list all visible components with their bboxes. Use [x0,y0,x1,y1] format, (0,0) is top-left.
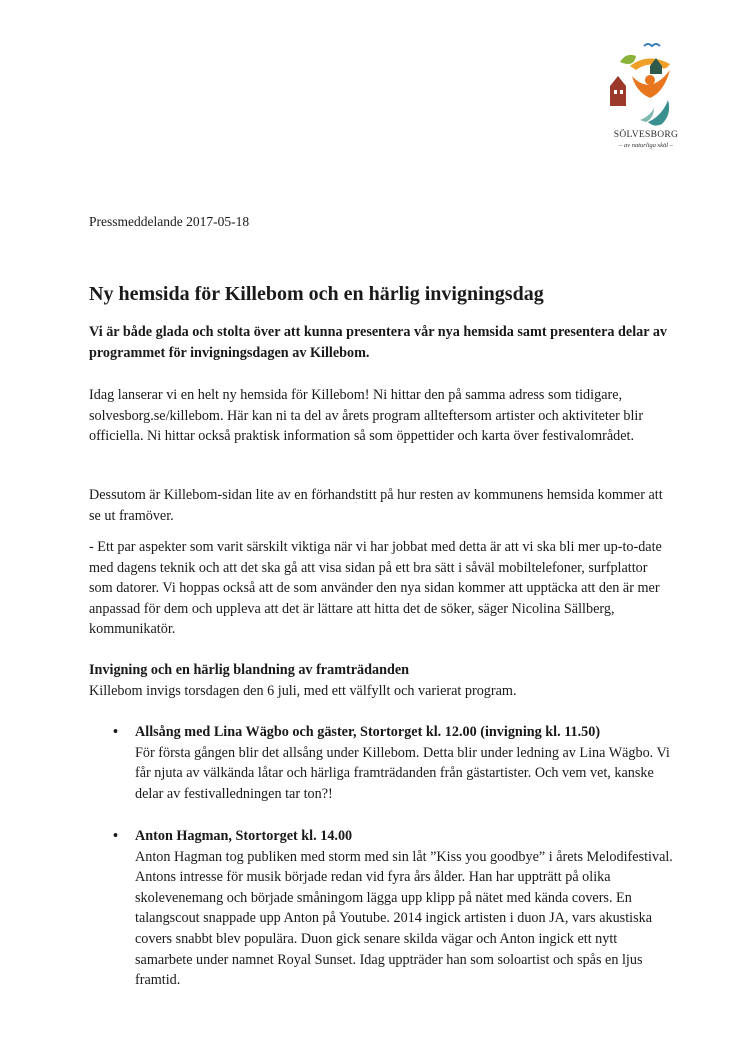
paragraph-1: Idag lanserar vi en helt ny hemsida för Killebom! Ni hittar den på samma adress som tidigare, solvesborg.se/killebom. Här kan ni ta del av årets program allteftersom artister och aktiviteter blir officiella. Ni hittar också praktisk information så som öppettider och karta över festivalområdet. [89,387,644,445]
section-heading: Invigning och en härlig blandning av framträdanden [89,662,410,678]
press-release [89,213,673,989]
list-item-body: Anton Hagman tog publiken med storm med sin låt ”Kiss you goodbye” i årets Melodifestival. Antons intresse för musik började redan vid fyra års ålder. Han har uppträtt på olika skolevenemang och började småningom lägga upp klipp på nätet med kända covers. En talangscout snappade upp Anton på Youtube. 2014 ingick artisten i duon JA, vars akustiska covers snabbt blev populära. Duon gick senare skilda vägar och Anton ingick ett nytt samarbete under namnet Royal Sunset. Idag uppträder han som soloartist och spås en ljus framtid. [135,848,673,989]
list-item-title: Allsång med Lina Wägbo och gäster, Stortorget kl. 12.00 (invigning kl. 11.50) [135,724,601,740]
paragraph-3: - Ett par aspekter som varit särskilt viktiga när vi har jobbat med detta är att vi ska bli mer up-to-date med dagens teknik och att det ska gå att visa sidan på ett bra sätt i såväl mobiltelefoner, surfplattor som datorer. Vi hoppas också att de som använder den nya sidan kommer att upptäcka att den är mer anpassad för dem och uppleva att det är lättare att hitta det de söker, säger Nicolina Sällberg, kommunikatör. [89,539,662,638]
solvesborg-logo [600,40,692,170]
press-date: Pressmeddelande 2017-05-18 [89,214,250,229]
bullet-icon: • [113,828,118,844]
page-title: Ny hemsida för Killebom och en härlig invigningsdag [89,283,544,305]
logo-wordmark: SÖLVESBORG [613,130,679,140]
solvesborg-emblem-icon [600,40,692,130]
bullet-icon: • [113,724,118,740]
lead-paragraph: Vi är både glada och stolta över att kunna presentera vår nya hemsida samt presentera delar av programmet för invigningsdagen av Killebom. [89,324,668,361]
paragraph-2: Dessutom är Killebom-sidan lite av en förhandstitt på hur resten av kommunens hemsida kommer att se ut framöver. [89,487,663,524]
list-item-body: För första gången blir det allsång under Killebom. Detta blir under ledning av Lina Wägbo. Vi får njuta av välkända låtar och härliga framträdanden från gästartister. Och vem vet, kanske delar av festivalledningen tar ton?! [135,744,670,802]
logo-tagline: – av naturliga skäl – [619,142,673,149]
section-intro: Killebom invigs torsdagen den 6 juli, med ett välfyllt och varierat program. [89,683,517,699]
list-item-title: Anton Hagman, Stortorget kl. 14.00 [135,828,353,844]
